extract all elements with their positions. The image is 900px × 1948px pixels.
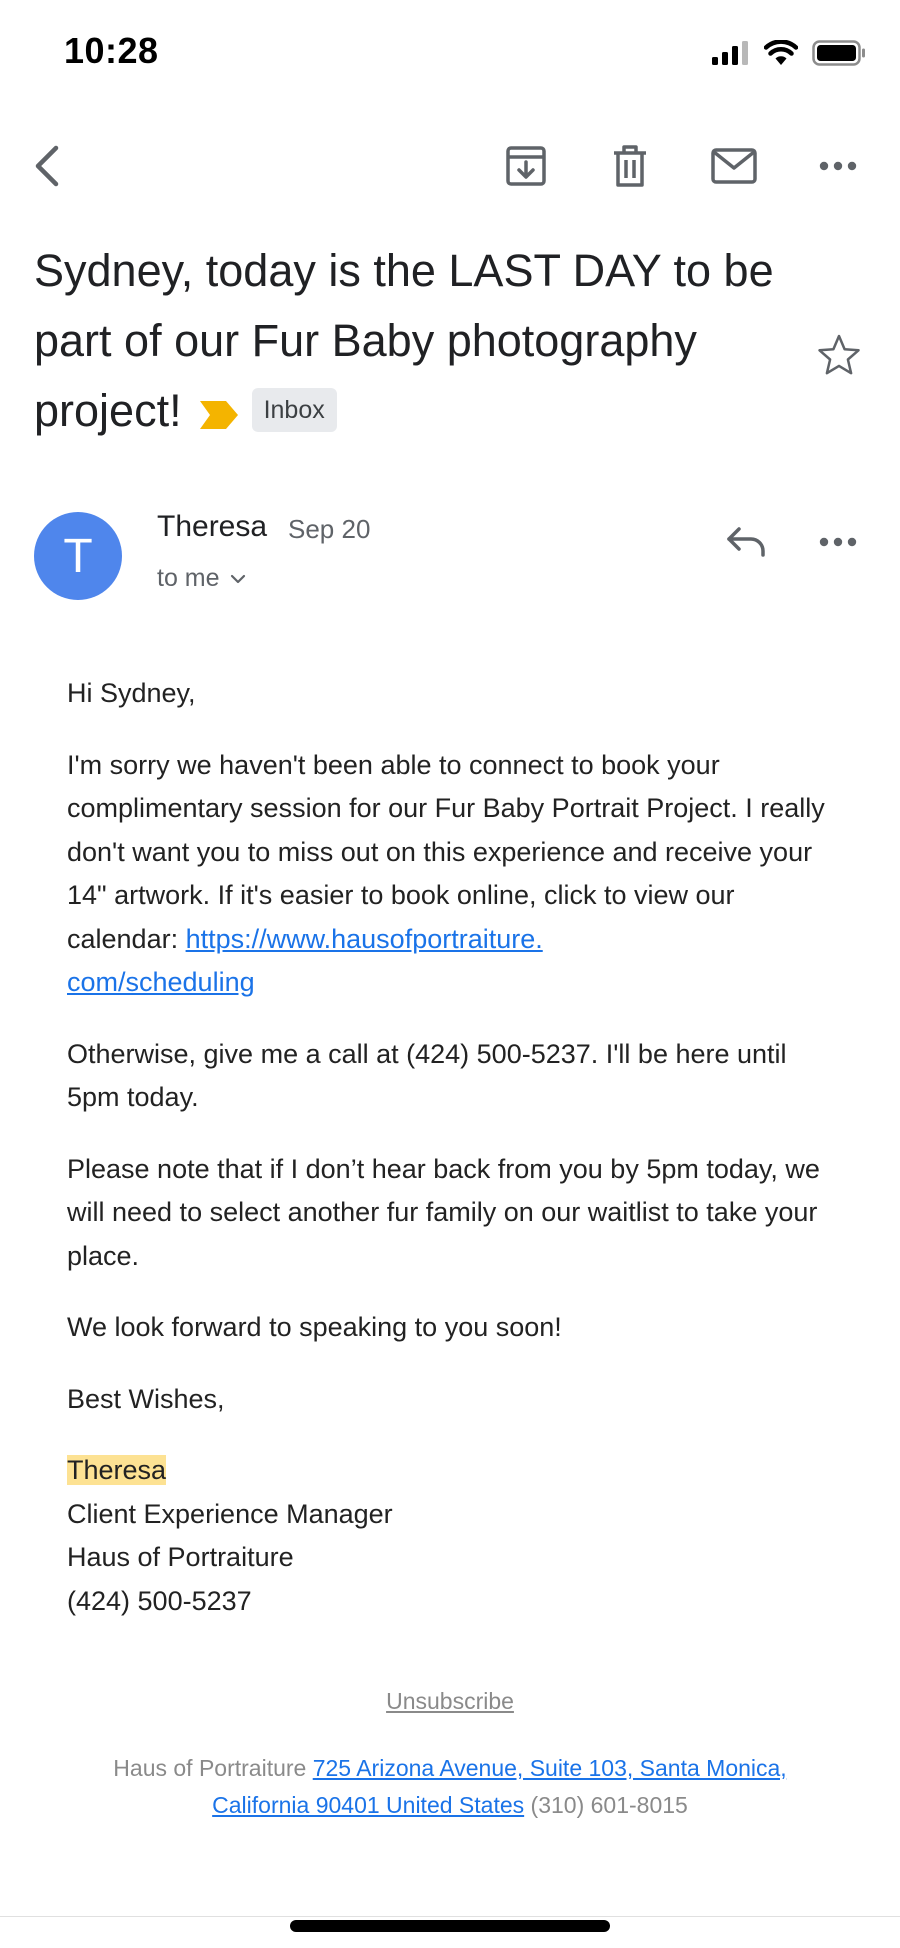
cellular-signal-icon: [712, 41, 750, 65]
recipient-label: to me: [157, 564, 220, 592]
email-footer: [60, 1750, 840, 1824]
email-toolbar: [0, 120, 900, 210]
scheduling-link-part-1: https://www.hausofportraiture.: [185, 923, 543, 954]
important-marker-icon[interactable]: [200, 379, 238, 449]
more-horizontal-icon: [818, 536, 858, 548]
body-paragraph-3: Please note that if I don’t hear back from you by 5pm today, we will need to select another fur family on our waitlist to take your place.: [67, 1153, 820, 1271]
footer-address-line-1: 725 Arizona Avenue, Suite 103, Santa Monica,: [312, 1755, 787, 1781]
more-horizontal-icon: [818, 160, 858, 172]
greeting: Hi Sydney,: [67, 678, 196, 708]
back-arrow-icon: [28, 142, 68, 190]
body-paragraph-1-text: I'm sorry we haven't been able to connect to book your complimentary session for our Fur Baby Portrait Project. I really don't want you to miss out on this experience and receive your 14" artwork. If it's easier to book online, click to view our calendar:: [67, 749, 825, 954]
status-time: 10:28: [64, 30, 159, 71]
signature-phone[interactable]: (424) 500-5237: [67, 1585, 252, 1616]
bottom-divider: [0, 1916, 900, 1917]
body-paragraph-2: Otherwise, give me a call at (424) 500-5237. I'll be here until 5pm today.: [67, 1038, 787, 1112]
chevron-down-icon: [230, 574, 246, 584]
mail-icon: [710, 147, 758, 185]
footer-phone[interactable]: (310) 601-8015: [530, 1792, 688, 1818]
archive-button[interactable]: [494, 134, 558, 198]
signature-name: Theresa: [67, 1455, 167, 1485]
signature-company: Haus of Portraiture: [67, 1542, 294, 1572]
sender-name[interactable]: Theresa: [157, 510, 268, 543]
scheduling-link-part-2: com/scheduling: [67, 967, 255, 997]
trash-icon: [610, 143, 650, 189]
sent-date: Sep 20: [288, 514, 371, 544]
message-more-button[interactable]: [808, 512, 868, 572]
footer-address-line-2: California 90401 United States: [212, 1792, 525, 1818]
closing: Best Wishes,: [67, 1383, 225, 1414]
archive-icon: [504, 144, 548, 188]
sender-avatar[interactable]: T: [34, 512, 122, 600]
reply-button[interactable]: [716, 512, 776, 572]
unsubscribe-text: Unsubscribe: [386, 1688, 514, 1714]
star-button[interactable]: [812, 328, 866, 382]
body-paragraph-1: [67, 744, 837, 1005]
inbox-label-chip[interactable]: Inbox: [252, 388, 337, 432]
status-bar: [0, 0, 900, 108]
signature: [67, 1449, 837, 1623]
back-button[interactable]: [16, 134, 80, 198]
email-body: [67, 672, 837, 1651]
email-subject: [34, 236, 794, 449]
wifi-icon: [764, 40, 798, 66]
recipient-details-toggle[interactable]: [157, 564, 246, 593]
subject-text: Sydney, today is the LAST DAY to be part of our Fur Baby photography project!: [34, 245, 774, 436]
status-icons: [712, 40, 866, 66]
battery-icon: [812, 40, 866, 66]
reply-icon: [725, 525, 767, 559]
more-options-button[interactable]: [806, 134, 870, 198]
delete-button[interactable]: [598, 134, 662, 198]
footer-company: Haus of Portraiture: [113, 1755, 307, 1781]
mark-unread-button[interactable]: [702, 134, 766, 198]
unsubscribe-link[interactable]: [0, 1688, 900, 1715]
body-paragraph-4: We look forward to speaking to you soon!: [67, 1312, 562, 1342]
signature-title: Client Experience Manager: [67, 1498, 393, 1529]
star-outline-icon: [817, 333, 861, 377]
home-indicator[interactable]: [290, 1920, 610, 1932]
